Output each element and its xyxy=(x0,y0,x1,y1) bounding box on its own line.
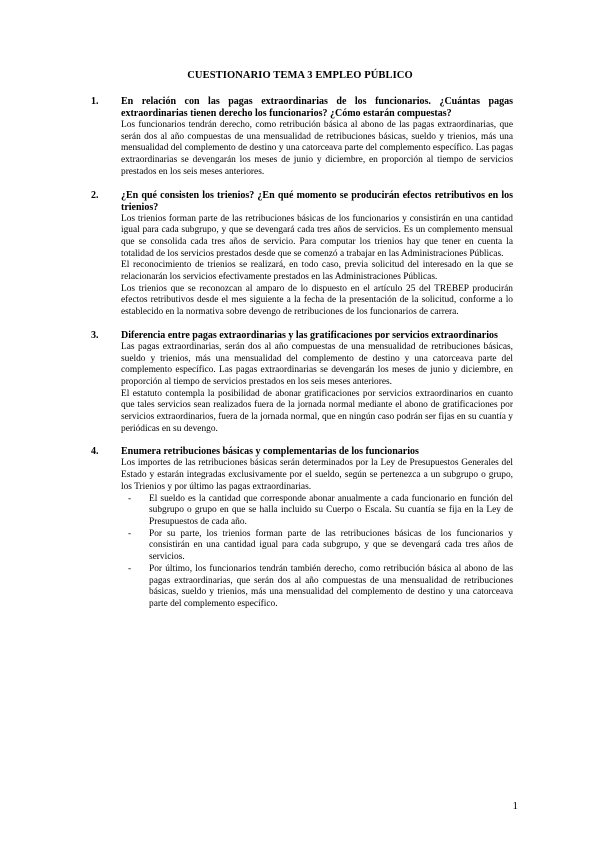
question-text: Diferencia entre pagas extraordinarias y las gratificaciones por servicios extraordinarios xyxy=(121,329,498,341)
document-title: CUESTIONARIO TEMA 3 EMPLEO PÚBLICO xyxy=(187,70,413,81)
list-item-text: Por último, los funcionarios tendrán también derecho, como retribución básica al abono de las pagas extraordinarias, que serán dos al año compuestas de una mensualidad de retribuciones básicas, sueldo y trienios, más una mensualidad del complemento de destino y una catorceava parte del complemento específico. xyxy=(149,563,513,609)
answer-paragraph: Los trienios que se reconozcan al amparo de lo dispuesto en el artículo 25 del TREBEP producirán efectos retributivos desde el mes siguiente a la fecha de la presentación de la solicitud, conforme a lo establecido en la normativa sobre devengo de retribuciones de los funcionarios de carrera. xyxy=(121,283,513,318)
question-number: 4. xyxy=(91,446,99,458)
list-item-text: Por su parte, los trienios forman parte de las retribuciones básicas de los funcionarios y consistirán en una cantidad igual para cada subgrupo, y que se devengará cada tres años de servicios. xyxy=(149,528,513,563)
answer-paragraph: Los trienios forman parte de las retribuciones básicas de los funcionarios y consistirán en una cantidad igual para cada subgrupo, y que se devengará cada tres años de servicios. Es un complemento mensual que se consolida cada tres años de servicio. Para computar los trienios hay que tener en cuenta la totalidad de los servicios prestados desde que se comenzó a trabajar en las Administraciones Públicas. xyxy=(121,213,513,259)
list-item xyxy=(128,493,513,529)
question-number: 1. xyxy=(91,96,99,107)
answer-paragraph: Los importes de las retribuciones básicas serán determinados por la Ley de Presupuestos Generales del Estado y estarán integradas exclusivamente por el sueldo, según se pertenezca a un subgrupo o grupo, los Trienios y por último las pagas extraordinarias. xyxy=(121,458,513,492)
questionnaire xyxy=(91,96,513,622)
answer-paragraph: Las pagas extraordinarias, serán dos al año compuestas de una mensualidad de retribuciones básicas, sueldo y trienios, más una mensualidad del complemento de destino y una catorceava parte del complemento específico. Las pagas extraordinarias se devengarán los meses de junio y diciembre, en proporción al tiempo de servicios prestados en los seis meses anteriores. xyxy=(121,341,513,387)
question-1 xyxy=(91,96,513,179)
dash-bullet-icon: - xyxy=(128,528,132,539)
page-number: 1 xyxy=(512,800,518,812)
answer-paragraph: El reconocimiento de trienios se realizará, en todo caso, previa solicitud del interesado en la que se relacionarán los servicios efectivamente prestados en las Administraciones Públicas. xyxy=(121,260,513,283)
question-heading xyxy=(91,96,513,120)
question-4 xyxy=(91,446,513,610)
dash-bullet-icon: - xyxy=(128,493,132,504)
question-heading xyxy=(91,189,513,214)
question-2 xyxy=(91,189,513,319)
question-text: En relación con las pagas extraordinarias de los funcionarios. ¿Cuántas pagas extraordinarias tienen derecho los funcionarios? ¿Cómo estarán compuestas? xyxy=(121,96,513,119)
bullet-list xyxy=(103,494,513,611)
question-heading xyxy=(91,446,513,458)
list-item-text: El sueldo es la cantidad que corresponde abonar anualmente a cada funcionario en función del subgrupo o grupo en que se halla incluido su Cuerpo o Escala. Su cuantía se fija en la Ley de Presupuestos de cada año. xyxy=(149,493,513,527)
question-number: 2. xyxy=(91,189,99,201)
list-item xyxy=(128,528,513,564)
answer-paragraph: El estatuto contempla la posibilidad de abonar gratificaciones por servicios extraordinarios en cuanto que tales servicios sean realizados fuera de la jornada normal mediante el abono de gratificaciones por servicios extraordinarios, fuera de la jornada normal, que en ningún caso podrán ser fijas en su cuantía y periódicas en su devengo. xyxy=(121,388,513,434)
answer-paragraph: Los funcionarios tendrán derecho, como retribución básica al abono de las pagas extraordinarias, que serán dos al año compuestas de una mensualidad de retribuciones básicas, sueldo y trienios, más una mensualidad del complemento de destino y una catorceava parte del complemento específico. Las pagas extraordinarias se devengarán los meses de junio y diciembre, en proporción al tiempo de servicios prestados en los seis meses anteriores. xyxy=(121,120,513,177)
question-text: ¿En qué consisten los trienios? ¿En qué momento se producirán efectos retributivos en los trienios? xyxy=(121,189,513,213)
dash-bullet-icon: - xyxy=(128,563,132,574)
list-item xyxy=(128,563,513,611)
question-3 xyxy=(91,329,513,436)
question-heading xyxy=(91,329,513,342)
question-text: Enumera retribuciones básicas y complementarias de los funcionarios xyxy=(121,446,419,458)
question-number: 3. xyxy=(91,329,99,341)
